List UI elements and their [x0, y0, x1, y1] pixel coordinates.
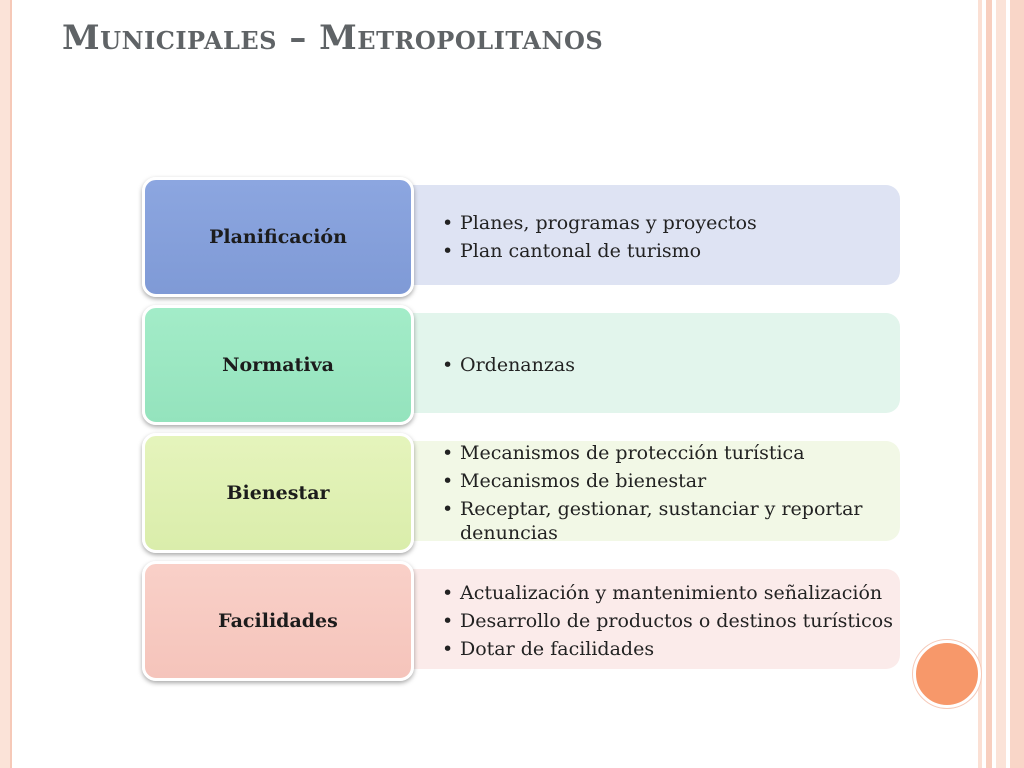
category-label: Normativa — [222, 354, 334, 376]
bullet-list — [438, 304, 898, 426]
bullet-item: • Mecanismos de bienestar — [438, 469, 898, 493]
bullet-item: • Dotar de facilidades — [438, 637, 898, 661]
category-box — [142, 305, 414, 425]
bullet-list — [438, 176, 898, 298]
accent-circle — [913, 640, 981, 708]
row-bienestar — [140, 432, 902, 554]
right-decor-stripe — [996, 0, 1006, 768]
bullet-item: • Ordenanzas — [438, 353, 898, 377]
category-label: Bienestar — [226, 482, 330, 504]
right-decor-bars — [978, 0, 1024, 768]
right-decor-stripe — [986, 0, 992, 768]
right-decor-stripe — [978, 0, 982, 768]
bullet-item: • Plan cantonal de turismo — [438, 239, 898, 263]
row-facilidades — [140, 560, 902, 682]
category-box — [142, 177, 414, 297]
row-normativa — [140, 304, 902, 426]
bullet-item: • Desarrollo de productos o destinos turísticos — [438, 609, 898, 633]
category-box — [142, 561, 414, 681]
slide-title: Municipales – Metropolitanos — [62, 18, 604, 58]
bullet-list — [438, 560, 898, 682]
left-decor-line — [10, 0, 12, 768]
row-planificacion — [140, 176, 902, 298]
bullet-list — [438, 432, 898, 554]
right-decor-stripe — [1010, 0, 1024, 768]
left-decor-bar — [0, 0, 10, 768]
bullet-item: • Mecanismos de protección turística — [438, 441, 898, 465]
bullet-item: • Planes, programas y proyectos — [438, 211, 898, 235]
bullet-item: • Receptar, gestionar, sustanciar y reportar denuncias — [438, 497, 898, 545]
category-label: Planificación — [209, 226, 347, 248]
category-label: Facilidades — [218, 610, 338, 632]
category-box — [142, 433, 414, 553]
bullet-item: • Actualización y mantenimiento señalización — [438, 581, 898, 605]
